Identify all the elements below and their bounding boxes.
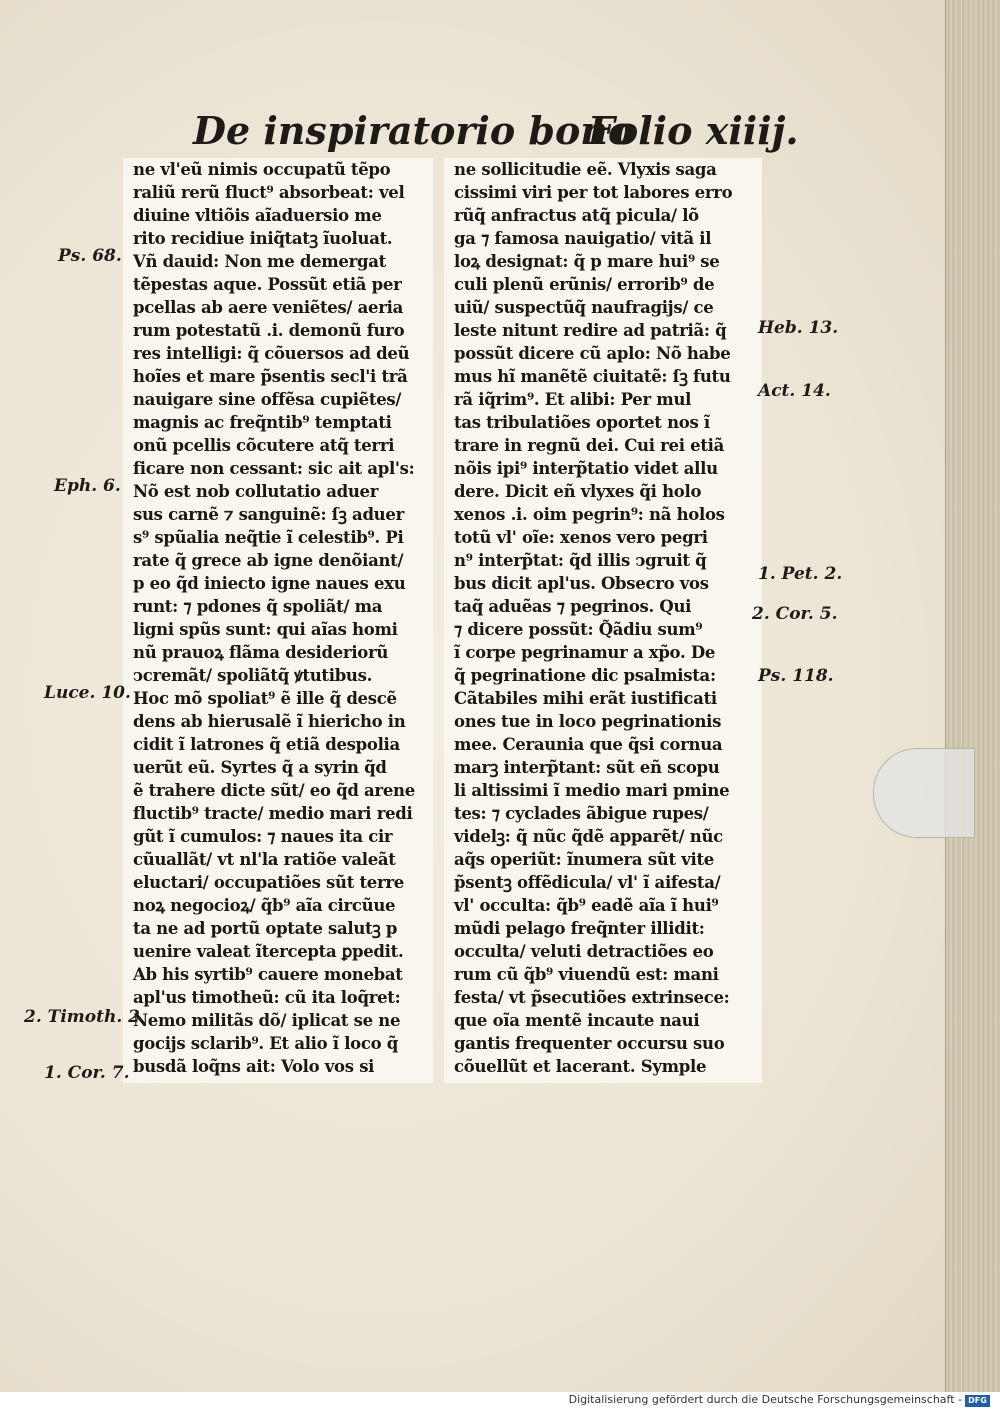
text-line: taq̃ aduẽas ⁊ pegrinos. Qui bbox=[454, 597, 692, 616]
text-line: trare in regnũ dei. Cui rei etiã bbox=[454, 436, 725, 455]
text-line: ga ⁊ famosa nauigatio/ vitã il bbox=[454, 229, 712, 248]
text-line: nũ prauoꝝ flãma desideriorũ bbox=[133, 643, 389, 662]
text-line: ne vl'eũ nimis occupatũ tẽpo bbox=[133, 160, 391, 179]
text-line: ĩ corpe pegrinamur a xp̃o. De bbox=[454, 643, 716, 662]
text-line: gocijs sclarib⁹. Et alio ĩ loco q̃ bbox=[133, 1034, 399, 1053]
text-line: Cãtabiles mihi erãt iustificati bbox=[454, 689, 717, 708]
text-line: fluctib⁹ tracte/ medio mari redi bbox=[133, 804, 413, 823]
text-line: ẽ trahere dicte sũt/ eo q̃d arene bbox=[133, 781, 415, 800]
text-line: apl'us timotheũ: cũ ita loq̃ret: bbox=[133, 988, 401, 1007]
text-line: que oĩa mentẽ incaute naui bbox=[454, 1011, 700, 1030]
running-header bbox=[0, 108, 945, 158]
text-line: rã iq̃rim⁹. Et alibi: Per mul bbox=[454, 390, 692, 409]
page-clip-tab bbox=[873, 748, 975, 838]
margin-note-eph6: Eph. 6. bbox=[54, 476, 121, 496]
text-line: nõis ipi⁹ interp̃tatio videt allu bbox=[454, 459, 718, 478]
text-line: occulta/ veluti detractiões eo bbox=[454, 942, 714, 961]
text-line: tes: ⁊ cyclades ãbigue rupes/ bbox=[454, 804, 709, 823]
text-line: p eo q̃d iniecto igne naues exu bbox=[133, 574, 406, 593]
margin-note-cor7: 1. Cor. 7. bbox=[44, 1063, 130, 1083]
text-line: hoĩes et mare p̃sentis secl'i trã bbox=[133, 367, 408, 386]
text-line: ones tue in loco pegrinationis bbox=[454, 712, 722, 731]
text-line: bus dicit apl'us. Obsecro vos bbox=[454, 574, 709, 593]
text-line: gantis frequenter occursu suo bbox=[454, 1034, 725, 1053]
left-text-column bbox=[123, 158, 433, 1083]
text-line: festa/ vt p̃secutiões extrinsece: bbox=[454, 988, 730, 1007]
text-line: marꝫ interp̃tant: sũt eñ scopu bbox=[454, 758, 720, 777]
text-line: mee. Ceraunia que q̃si cornua bbox=[454, 735, 723, 754]
digitization-credit: Digitalisierung gefördert durch die Deutsche Forschungsgemeinschaft - bbox=[568, 1393, 962, 1406]
text-line: tẽpestas aque. Possũt etiã per bbox=[133, 275, 402, 294]
text-line: possũt dicere cũ aplo: Nõ habe bbox=[454, 344, 731, 363]
margin-note-ps68: Ps. 68. bbox=[58, 246, 122, 266]
text-line: eluctari/ occupatiões sũt terre bbox=[133, 873, 404, 892]
margin-note-pet2: 1. Pet. 2. bbox=[758, 564, 843, 584]
text-line: rum potestatũ .i. demonũ furo bbox=[133, 321, 405, 340]
text-line: ne sollicitudie eẽ. Vlyxis saga bbox=[454, 160, 717, 179]
text-line: n⁹ interp̃tat: q̃d illis ↄgruit q̃ bbox=[454, 551, 707, 570]
margin-note-timoth2: 2. Timoth. 2 bbox=[24, 1007, 140, 1027]
text-line: dens ab hierusalẽ ĩ hiericho in bbox=[133, 712, 406, 731]
text-line: loꝝ designat: q̃ p mare hui⁹ se bbox=[454, 252, 720, 271]
text-line: ficare non cessant: sic ait apl's: bbox=[133, 459, 415, 478]
text-line: uerũt eũ. Syrtes q̃ a syrin q̃d bbox=[133, 758, 387, 777]
text-line: aq̃s operiũt: ĩnumera sũt vite bbox=[454, 850, 714, 869]
text-line: uenire valeat ĩtercepta ꝑpedit. bbox=[133, 942, 404, 961]
margin-note-luce10: Luce. 10. bbox=[44, 683, 131, 703]
text-line: li altissimi ĩ medio mari pmine bbox=[454, 781, 730, 800]
text-line: raliũ rerũ fluct⁹ absorbeat: vel bbox=[133, 183, 405, 202]
text-line: nauigare sine offẽsa cupiẽtes/ bbox=[133, 390, 402, 409]
text-line: rito recidiue iniq̃tatꝫ ĩuoluat. bbox=[133, 229, 393, 248]
text-line: p̃sentꝫ offẽdicula/ vl' ĩ aifesta/ bbox=[454, 873, 721, 892]
text-line: runt: ⁊ pdones q̃ spoliãt/ ma bbox=[133, 597, 383, 616]
text-line: q̃ pegrinatione dic psalmista: bbox=[454, 666, 716, 685]
text-line: Nõ est nob collutatio aduer bbox=[133, 482, 379, 501]
running-title: De inspiratorio bono bbox=[193, 108, 634, 153]
text-line: ta ne ad portũ optate salutꝫ p bbox=[133, 919, 398, 938]
text-line: mus hĩ manẽtẽ ciuitatẽ: ſꝫ futu bbox=[454, 367, 731, 386]
text-line: cõuellũt et lacerant. Symple bbox=[454, 1057, 707, 1076]
text-line: sus carnẽ ⁊ sanguinẽ: ſꝫ aduer bbox=[133, 505, 404, 524]
text-line: rum cũ q̃b⁹ viuendũ est: mani bbox=[454, 965, 719, 984]
text-line: res intelligi: q̃ cõuersos ad deũ bbox=[133, 344, 410, 363]
text-line: videlꝫ: q̃ nũc q̃dẽ apparẽt/ nũc bbox=[454, 827, 723, 846]
text-line: onũ pcellis cõcutere atq̃ terri bbox=[133, 436, 395, 455]
text-line: vl' occulta: q̃b⁹ eadẽ aĩa ĩ hui⁹ bbox=[454, 896, 719, 915]
text-line: totũ vl' oĩe: xenos vero pegri bbox=[454, 528, 708, 547]
dfg-logo: DFG bbox=[965, 1395, 990, 1407]
text-line: noꝝ negocioꝝ/ q̃b⁹ aĩa circũue bbox=[133, 896, 396, 915]
folio-number: Folio xiiij. bbox=[588, 108, 799, 153]
text-line: pcellas ab aere veniẽtes/ aeria bbox=[133, 298, 404, 317]
margin-note-cor5: 2. Cor. 5. bbox=[752, 604, 838, 624]
text-line: ⁊ dicere possũt: Q̃ãdiu sum⁹ bbox=[454, 620, 703, 639]
text-line: culi plenũ erũnis/ errorib⁹ de bbox=[454, 275, 715, 294]
text-line: ↄcremãt/ spoliãtq̃ ꝟtutibus. bbox=[133, 666, 373, 685]
text-line: xenos .i. oim pegrin⁹: nã holos bbox=[454, 505, 725, 524]
text-line: gũt ĩ cumulos: ⁊ naues ita cir bbox=[133, 827, 393, 846]
text-line: ligni spũs sunt: qui aĩas homi bbox=[133, 620, 398, 639]
text-line: s⁹ spũalia neq̃tie ĩ celestib⁹. Pi bbox=[133, 528, 404, 547]
text-line: Hoc mõ spoliat⁹ ẽ ille q̃ descẽ bbox=[133, 689, 397, 708]
text-line: Ab his syrtib⁹ cauere monebat bbox=[133, 965, 403, 984]
text-line: cidit ĩ latrones q̃ etiã despolia bbox=[133, 735, 400, 754]
text-line: diuine vltiõis aĩaduersio me bbox=[133, 206, 382, 225]
text-line: magnis ac freq̃ntib⁹ temptati bbox=[133, 413, 392, 432]
text-line: uiũ/ suspectũq̃ naufragijs/ ce bbox=[454, 298, 714, 317]
margin-note-act14: Act. 14. bbox=[758, 381, 831, 401]
margin-note-heb13: Heb. 13. bbox=[758, 318, 839, 338]
text-line: Nemo militãs dõ/ iplicat se ne bbox=[133, 1011, 401, 1030]
text-line: dere. Dicit eñ vlyxes q̃i holo bbox=[454, 482, 702, 501]
text-line: rate q̃ grece ab igne denõiant/ bbox=[133, 551, 404, 570]
text-line: tas tribulatiões oportet nos ĩ bbox=[454, 413, 710, 432]
text-line: mũdi pelago freq̃nter illidit: bbox=[454, 919, 705, 938]
right-text-column bbox=[444, 158, 762, 1083]
text-line: cũuallãt/ vt nl'la ratiõe valeãt bbox=[133, 850, 396, 869]
text-line: cissimi viri per tot labores erro bbox=[454, 183, 733, 202]
text-line: leste nitunt redire ad patriã: q̃ bbox=[454, 321, 727, 340]
text-line: rũq̃ anfractus atq̃ picula/ lõ bbox=[454, 206, 699, 225]
text-line: Vñ dauid: Non me demergat bbox=[133, 252, 386, 271]
margin-note-ps118: Ps. 118. bbox=[758, 666, 834, 686]
text-line: busdã loq̃ns ait: Volo vos si bbox=[133, 1057, 375, 1076]
